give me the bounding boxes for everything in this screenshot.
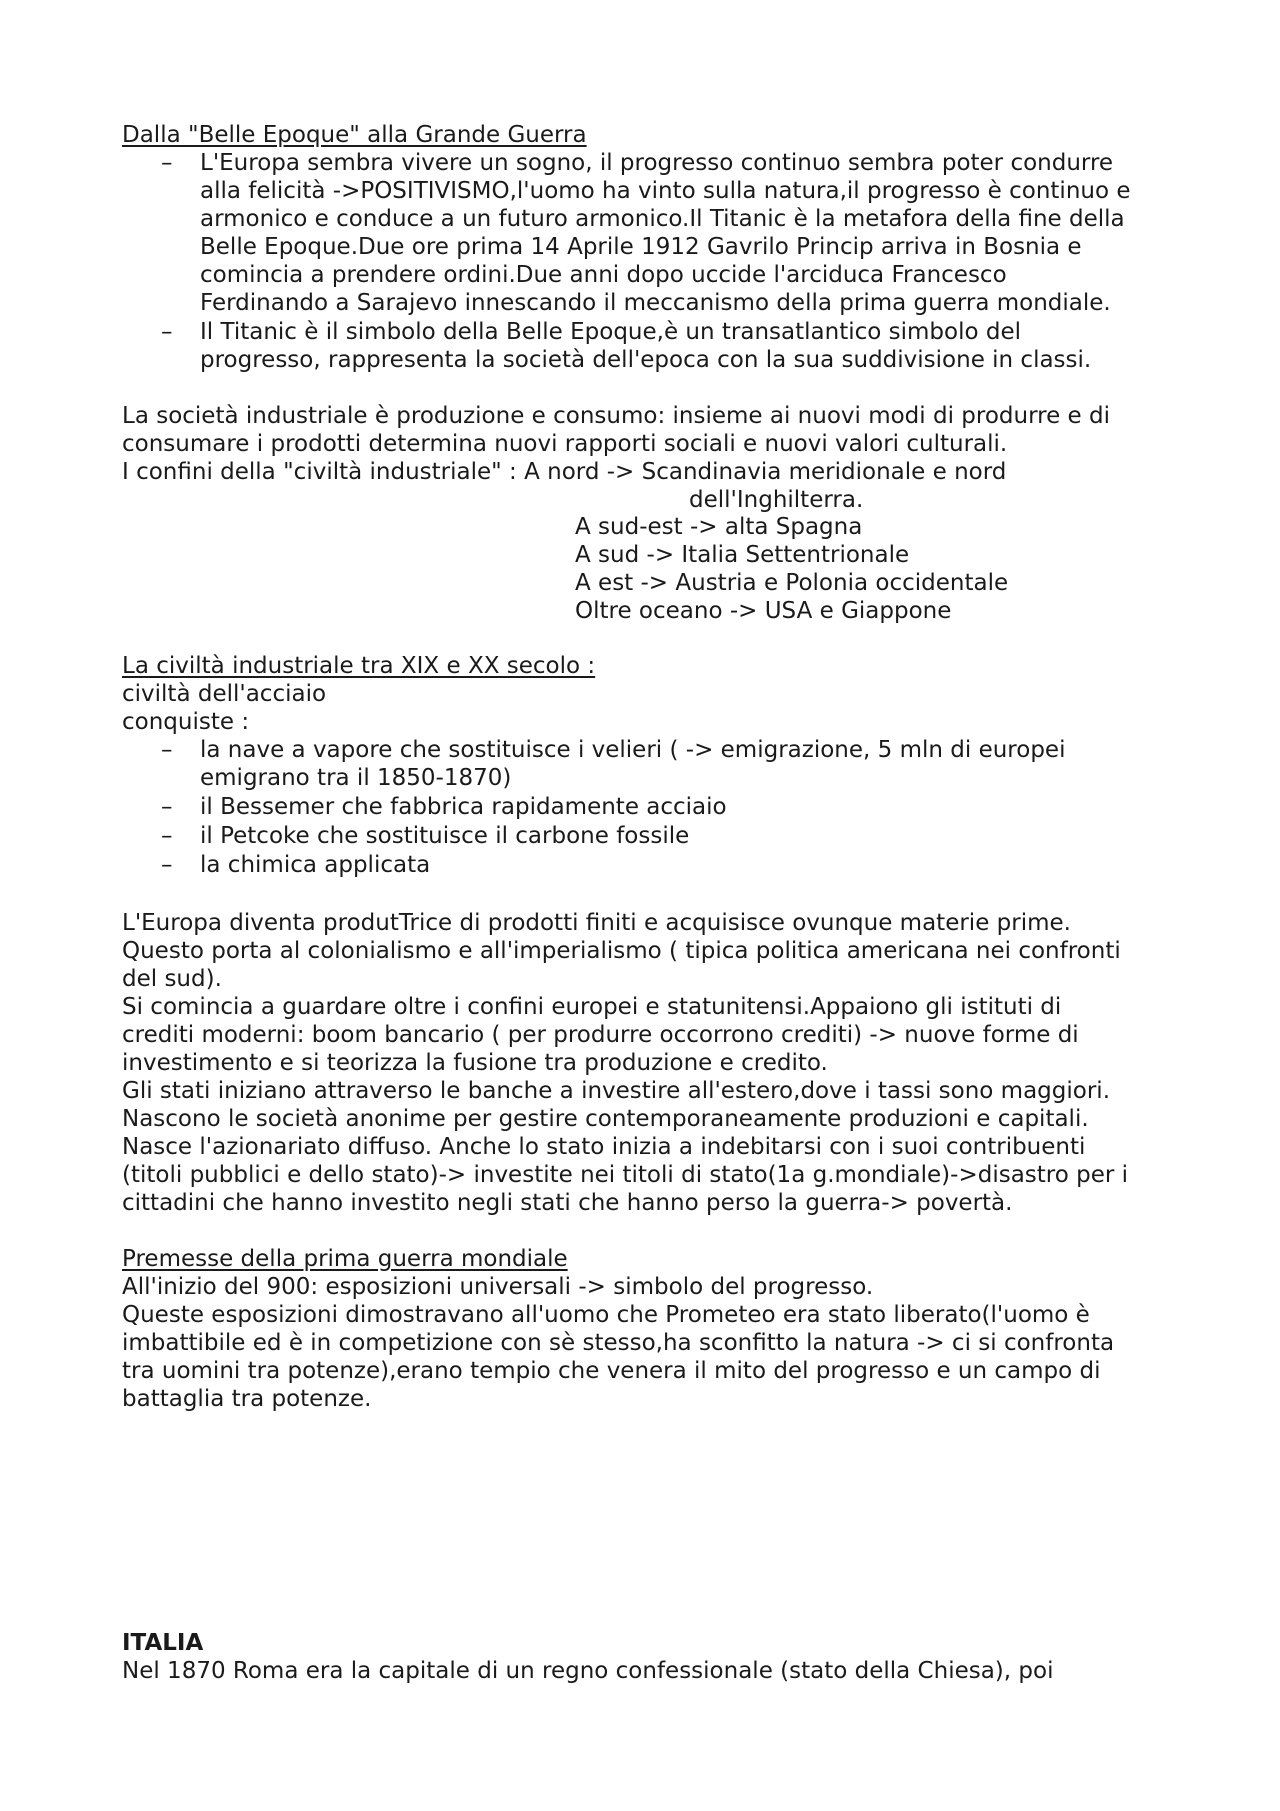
- bullet-line: L'Europa sembra vivere un sogno, il progresso continuo sembra poter condurre: [200, 150, 1114, 176]
- paragraph-line: Gli stati iniziano attraverso le banche a investire all'estero,dove i tassi sono maggiori.: [122, 1078, 1111, 1104]
- section-title-civilta-industriale: La civiltà industriale tra XIX e XX secolo :: [122, 653, 596, 679]
- paragraph-line: I confini della "civiltà industriale" : A nord -> Scandinavia meridionale e nord: [122, 459, 1007, 485]
- bullet-dash: –: [161, 319, 173, 345]
- confini-line: Oltre oceano -> USA e Giappone: [575, 598, 952, 624]
- paragraph-line: Nascono le società anonime per gestire contemporaneamente produzioni e capitali.: [122, 1106, 1089, 1132]
- section-title-italia: ITALIA: [122, 1630, 204, 1656]
- paragraph-line: All'inizio del 900: esposizioni universali -> simbolo del progresso.: [122, 1274, 874, 1300]
- bullet-line: alla felicità ->POSITIVISMO,l'uomo ha vinto sulla natura,il progresso è continuo e: [200, 178, 1131, 204]
- paragraph-line: conquiste :: [122, 709, 250, 735]
- bullet-line: Il Titanic è il simbolo della Belle Epoque,è un transatlantico simbolo del: [200, 319, 1022, 345]
- bullet-line: comincia a prendere ordini.Due anni dopo uccide l'arciduca Francesco: [200, 262, 1007, 288]
- paragraph-line: Questo porta al colonialismo e all'imperialismo ( tipica politica americana nei confronti: [122, 938, 1121, 964]
- bullet-line: progresso, rappresenta la società dell'epoca con la sua suddivisione in classi.: [200, 347, 1092, 373]
- paragraph-line: civiltà dell'acciaio: [122, 681, 327, 707]
- bullet-line: armonico e conduce a un futuro armonico.Il Titanic è la metafora della fine della: [200, 206, 1125, 232]
- confini-line: A est -> Austria e Polonia occidentale: [575, 570, 1009, 596]
- paragraph-line: Nel 1870 Roma era la capitale di un regno confessionale (stato della Chiesa), poi: [122, 1658, 1054, 1684]
- paragraph-line: (titoli pubblici e dello stato)-> investite nei titoli di stato(1a g.mondiale)->disastro per i: [122, 1162, 1129, 1188]
- paragraph-line: La società industriale è produzione e consumo: insieme ai nuovi modi di produrre e di: [122, 403, 1110, 429]
- bullet-line: Ferdinando a Sarajevo innescando il meccanismo della prima guerra mondiale.: [200, 290, 1111, 316]
- paragraph-line: imbattibile ed è in competizione con sè stesso,ha sconfitto la natura -> ci si confronta: [122, 1330, 1115, 1356]
- section-title-premesse: Premesse della prima guerra mondiale: [122, 1246, 568, 1272]
- confini-line: dell'Inghilterra.: [689, 487, 864, 513]
- bullet-line: Belle Epoque.Due ore prima 14 Aprile 1912 Gavrilo Princip arriva in Bosnia e: [200, 234, 1082, 260]
- paragraph-line: battaglia tra potenze.: [122, 1386, 372, 1412]
- paragraph-line: consumare i prodotti determina nuovi rapporti sociali e nuovi valori culturali.: [122, 431, 1008, 457]
- paragraph-line: Queste esposizioni dimostravano all'uomo che Prometeo era stato liberato(l'uomo è: [122, 1302, 1090, 1328]
- bullet-line: emigrano tra il 1850-1870): [200, 765, 512, 791]
- paragraph-line: del sud).: [122, 966, 222, 992]
- paragraph-line: Nasce l'azionariato diffuso. Anche lo stato inizia a indebitarsi con i suoi contribuenti: [122, 1134, 1086, 1160]
- paragraph-line: crediti moderni: boom bancario ( per produrre occorrono crediti) -> nuove forme di: [122, 1022, 1079, 1048]
- paragraph-line: L'Europa diventa produtTrice di prodotti finiti e acquisisce ovunque materie prime.: [122, 910, 1071, 936]
- paragraph-line: investimento e si teorizza la fusione tra produzione e credito.: [122, 1050, 828, 1076]
- confini-line: A sud-est -> alta Spagna: [575, 514, 863, 540]
- paragraph-line: cittadini che hanno investito negli stati che hanno perso la guerra-> povertà.: [122, 1190, 1013, 1216]
- confini-line: A sud -> Italia Settentrionale: [575, 542, 910, 568]
- bullet-line: la chimica applicata: [200, 852, 431, 878]
- bullet-line: il Petcoke che sostituisce il carbone fossile: [200, 823, 690, 849]
- bullet-dash: –: [161, 737, 173, 763]
- bullet-dash: –: [161, 823, 173, 849]
- bullet-dash: –: [161, 150, 173, 176]
- bullet-line: il Bessemer che fabbrica rapidamente acciaio: [200, 794, 727, 820]
- bullet-dash: –: [161, 852, 173, 878]
- bullet-line: la nave a vapore che sostituisce i velieri ( -> emigrazione, 5 mln di europei: [200, 737, 1066, 763]
- section-title-belle-epoque: Dalla "Belle Epoque" alla Grande Guerra: [122, 122, 587, 148]
- bullet-dash: –: [161, 794, 173, 820]
- paragraph-line: Si comincia a guardare oltre i confini europei e statunitensi.Appaiono gli istituti di: [122, 994, 1062, 1020]
- paragraph-line: tra uomini tra potenze),erano tempio che venera il mito del progresso e un campo di: [122, 1358, 1101, 1384]
